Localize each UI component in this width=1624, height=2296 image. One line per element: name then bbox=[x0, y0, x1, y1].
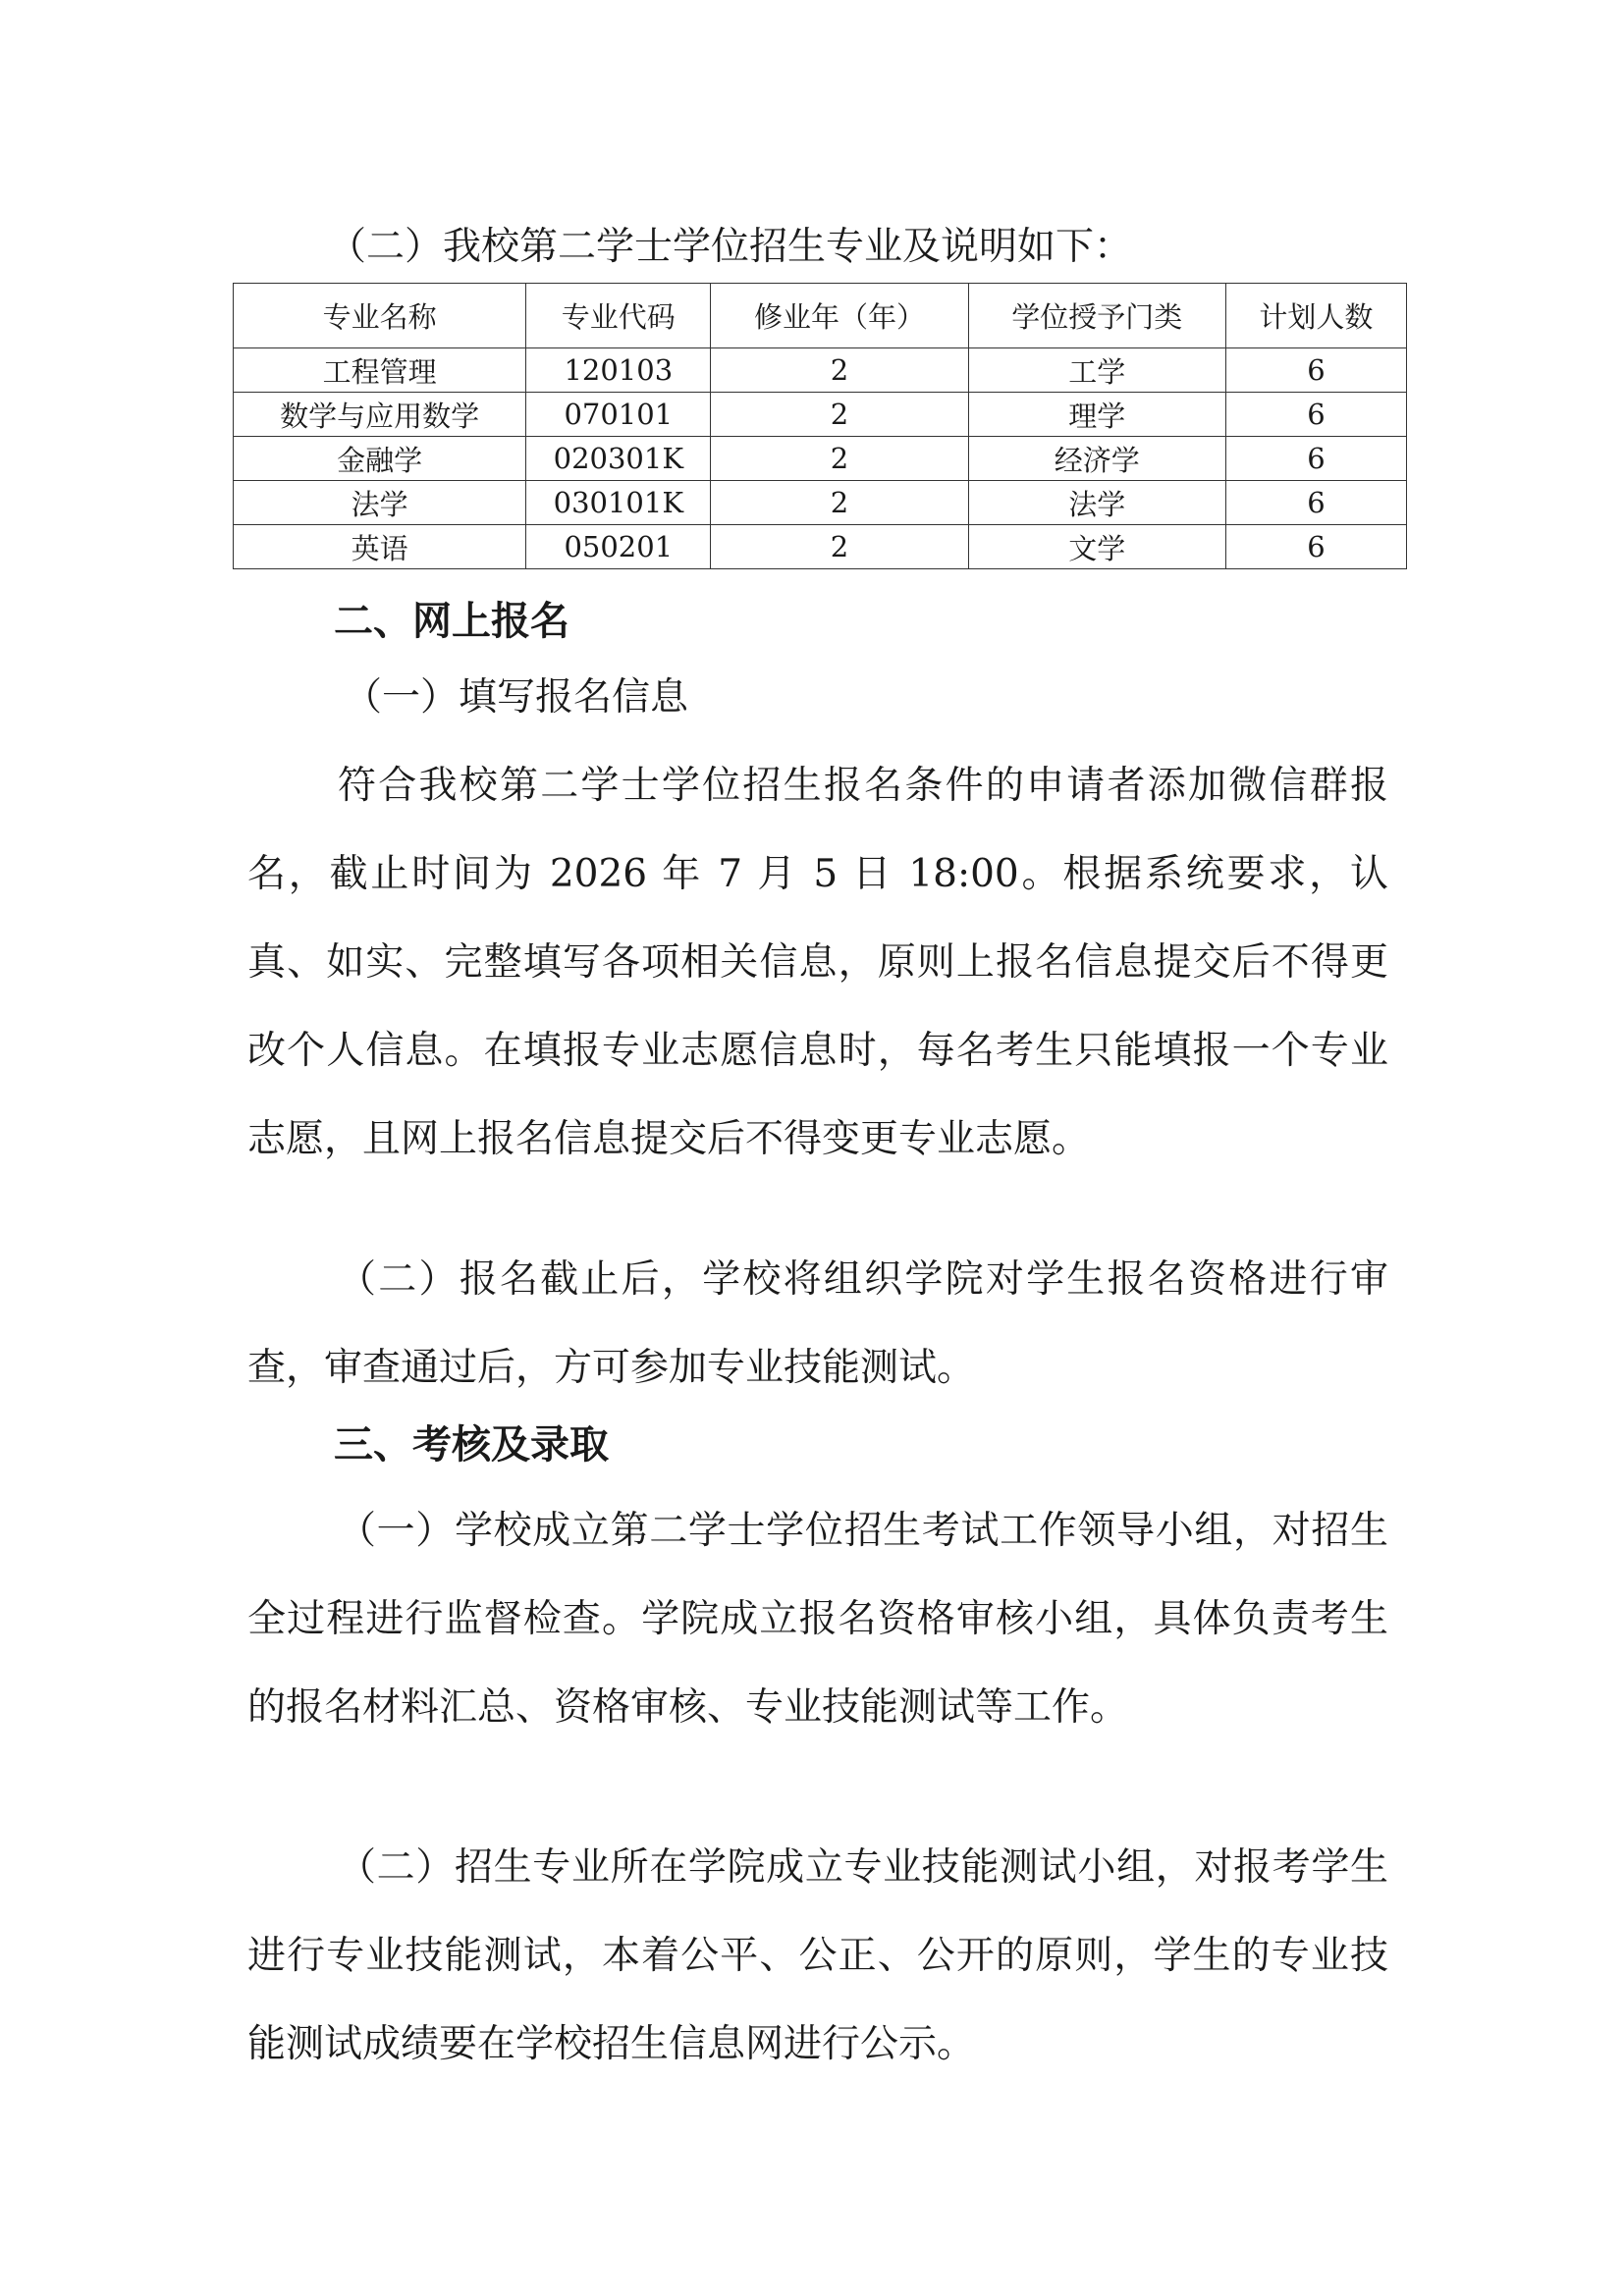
paragraph-leadership-group: （一）学校成立第二学士学位招生考试工作领导小组，对招生全过程进行监督检查。学院成立报名资格审核小组，具体负责考生的报名材料汇总、资格审核、专业技能测试等工作。 bbox=[247, 1509, 1388, 1730]
paragraph-qualification-review: （二）报名截止后，学校将组织学院对学生报名资格进行审查，审查通过后，方可参加专业技能测试。 bbox=[247, 1257, 1388, 1390]
section-heading-assessment-admission: 三、考核及录取 bbox=[334, 1421, 609, 1468]
cell-major-code: 070101 bbox=[526, 393, 711, 437]
cell-degree-category: 理学 bbox=[968, 393, 1225, 437]
table-header-row bbox=[234, 284, 1407, 348]
majors-table bbox=[233, 283, 1407, 569]
cell-planned-count: 6 bbox=[1225, 481, 1406, 525]
table-row bbox=[234, 525, 1407, 569]
header-study-years: 修业年（年） bbox=[711, 284, 968, 348]
cell-major-name: 法学 bbox=[234, 481, 526, 525]
subheading-fill-registration-info: （一）填写报名信息 bbox=[344, 675, 689, 720]
cell-major-code: 120103 bbox=[526, 348, 711, 393]
cell-study-years: 2 bbox=[711, 348, 968, 393]
header-planned-count: 计划人数 bbox=[1225, 284, 1406, 348]
paragraph-skills-test-group: （二）招生专业所在学院成立专业技能测试小组，对报考学生进行专业技能测试，本着公平、公正、公开的原则，学生的专业技能测试成绩要在学校招生信息网进行公示。 bbox=[247, 1845, 1388, 2066]
cell-major-name: 金融学 bbox=[234, 437, 526, 481]
cell-degree-category: 工学 bbox=[968, 348, 1225, 393]
paragraph-registration-details: 符合我校第二学士学位招生报名条件的申请者添加微信群报名，截止时间为 2026 年 7 月 5 日 18:00。根据系统要求，认真、如实、完整填写各项相关信息，原则上报名信息提交后不得更改个人信息。在填报专业志愿信息时，每名考生只能填报一个专业志愿，且网上报名信息提交后不得变更专业志愿。 bbox=[247, 764, 1388, 1161]
cell-major-name: 数学与应用数学 bbox=[234, 393, 526, 437]
header-major-code: 专业代码 bbox=[526, 284, 711, 348]
cell-study-years: 2 bbox=[711, 525, 968, 569]
header-major-name: 专业名称 bbox=[234, 284, 526, 348]
cell-major-name: 英语 bbox=[234, 525, 526, 569]
intro-line: （二）我校第二学士学位招生专业及说明如下： bbox=[328, 225, 1133, 269]
section-heading-online-registration: 二、网上报名 bbox=[334, 598, 569, 644]
cell-planned-count: 6 bbox=[1225, 437, 1406, 481]
cell-major-name: 工程管理 bbox=[234, 348, 526, 393]
header-degree-category: 学位授予门类 bbox=[968, 284, 1225, 348]
cell-degree-category: 经济学 bbox=[968, 437, 1225, 481]
table-row bbox=[234, 393, 1407, 437]
cell-degree-category: 法学 bbox=[968, 481, 1225, 525]
cell-planned-count: 6 bbox=[1225, 348, 1406, 393]
table-row bbox=[234, 348, 1407, 393]
cell-planned-count: 6 bbox=[1225, 393, 1406, 437]
cell-degree-category: 文学 bbox=[968, 525, 1225, 569]
cell-major-code: 050201 bbox=[526, 525, 711, 569]
table-row bbox=[234, 437, 1407, 481]
cell-major-code: 030101K bbox=[526, 481, 711, 525]
cell-study-years: 2 bbox=[711, 437, 968, 481]
cell-study-years: 2 bbox=[711, 481, 968, 525]
cell-major-code: 020301K bbox=[526, 437, 711, 481]
cell-study-years: 2 bbox=[711, 393, 968, 437]
table-row bbox=[234, 481, 1407, 525]
cell-planned-count: 6 bbox=[1225, 525, 1406, 569]
